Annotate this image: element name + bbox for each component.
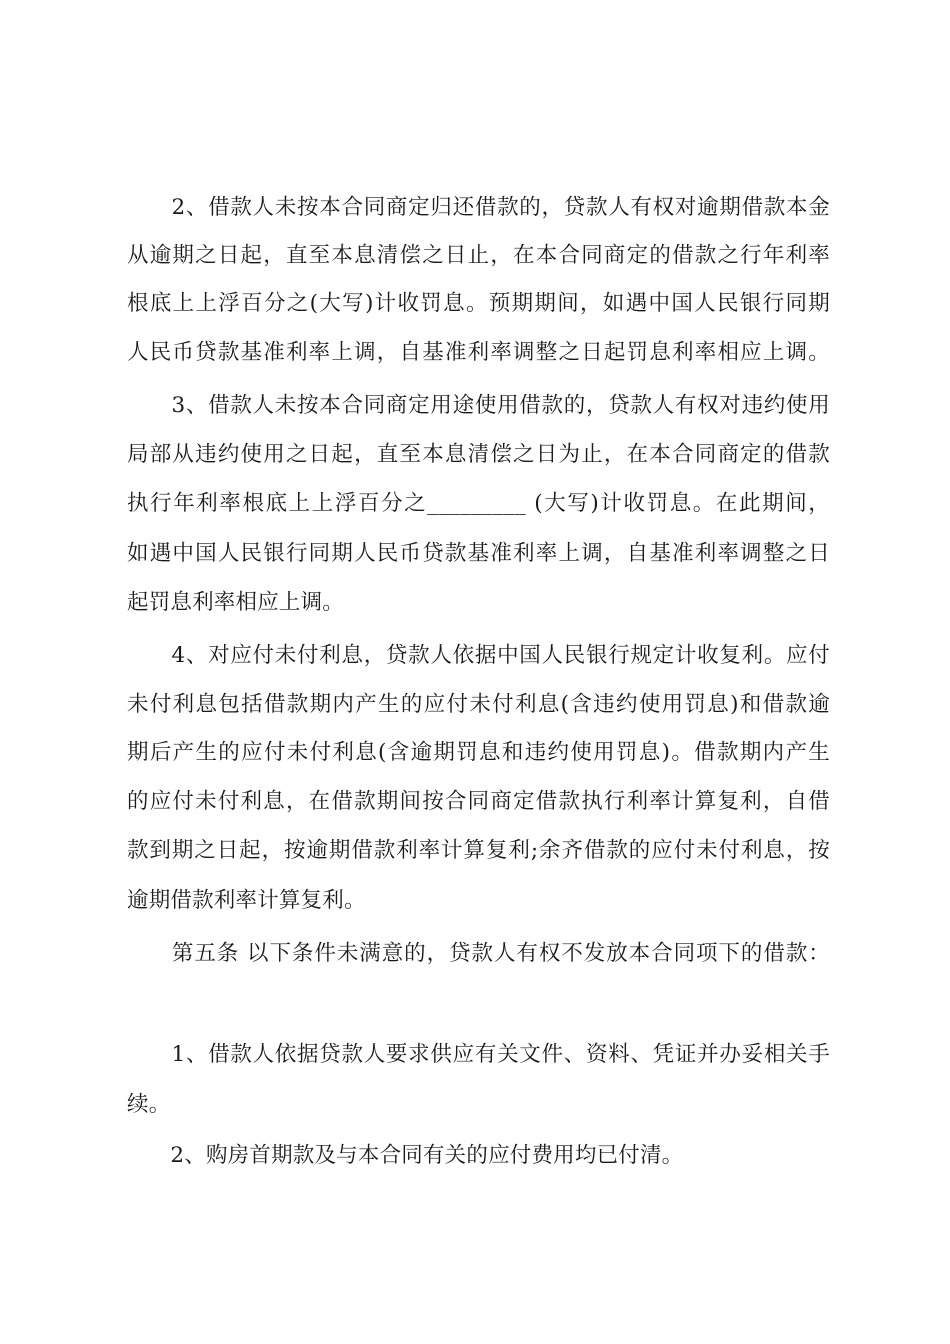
paragraph-line: 根底上上浮百分之(大写)计收罚息。预期期间，如遇中国人民银行同期	[127, 291, 830, 316]
paragraph-line: 续。	[127, 1092, 171, 1117]
paragraph-line: 1、借款人依据贷款人要求供应有关文件、资料、凭证并办妥相关手	[127, 1042, 830, 1067]
paragraph-line: 2、借款人未按本合同商定归还借款的，贷款人有权对逾期借款本金	[127, 195, 830, 220]
paragraph-line: 款到期之日起，按逾期借款利率计算复利;余齐借款的应付未付利息，按	[127, 838, 830, 863]
paragraph-line: 人民币贷款基准利率上调，自基准利率调整之日起罚息利率相应上调。	[127, 340, 830, 365]
paragraph-line: 3、借款人未按本合同商定用途使用借款的，贷款人有权对违约使用	[127, 393, 830, 418]
paragraph-line: 从逾期之日起，直至本息清偿之日止，在本合同商定的借款之行年利率	[127, 243, 830, 268]
paragraph-line: 期后产生的应付未付利息(含逾期罚息和违约使用罚息)。借款期内产生	[127, 740, 830, 765]
paragraph-line: 的应付未付利息，在借款期间按合同商定借款执行利率计算复利，自借	[127, 789, 830, 814]
paragraph-line: 局部从违约使用之日起，直至本息清偿之日为止，在本合同商定的借款	[127, 442, 830, 467]
paragraph-line: 4、对应付未付利息，贷款人依据中国人民银行规定计收复利。应付	[127, 643, 830, 668]
paragraph-line: 逾期借款利率计算复利。	[127, 888, 366, 913]
paragraph-line: 如遇中国人民银行同期人民币贷款基准利率上调，自基准利率调整之日	[127, 541, 830, 566]
paragraph-line: 未付利息包括借款期内产生的应付未付利息(含违约使用罚息)和借款逾	[127, 692, 830, 717]
paragraph-line: 执行年利率根底上上浮百分之_________ (大写)计收罚息。在此期间，	[127, 491, 830, 516]
article-heading: 第五条 以下条件未满意的，贷款人有权不发放本合同项下的借款：	[127, 941, 830, 966]
paragraph-line: 2、购房首期款及与本合同有关的应付费用均已付清。	[127, 1143, 684, 1168]
paragraph-line: 起罚息利率相应上调。	[127, 590, 345, 615]
